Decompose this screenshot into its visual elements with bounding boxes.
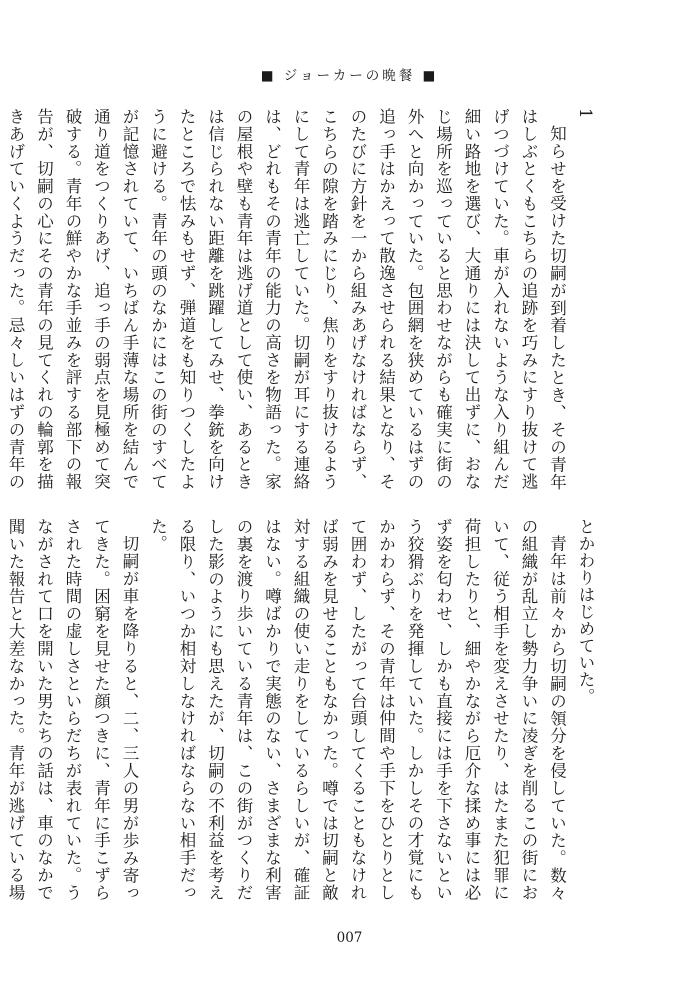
page-number: 007 bbox=[336, 930, 363, 946]
paragraph: 知らせを受けた切嗣が到着したとき、その青年はしぶとくもこちらの追跡を巧みにすり抜けて逃げつづけていた。車が入れないような入り組んだ細い路地を選び、大通りには決して出ずに、おなじ場所を巡っていると思わせながらも確実に街の外へと向かっていた。包囲網を狭めているはずの追っ手はかえって散逸させられる結果となり、そのたびに方針を一から組みあげなければならず、こちらの隙を踏みにじり、焦りをすり抜けるようにして青年は逃亡していた。切嗣が耳にする連絡は、どれもその青年の能力の高さを物語った。家の屋根や壁も青年は逃げ道として使い、あるときは信じられない距離を跳躍してみせ、拳銃を向けたところで怯みもせず、弾道をも知りつくしたように避ける。青年の頭のなかにはこの街のすべてが記憶されていて、いちばん手薄な場所を結んで通り道をつくりあげ、追っ手の弱点を見極めて突破する。青年の鮮やかな手並みを評する部下の報告が、切嗣の心にその青年の見てくれの輪郭を描きあげていくようだった。忌々しいはずの青年の bbox=[6, 108, 567, 490]
upper-text-block bbox=[0, 108, 599, 490]
paragraph: 切嗣が車を降りると、二、三人の男が歩み寄ってきた。困窮を見せた顔つきに、青年に手こずらされた時間の虚しさといらだちが表れていた。うながされて口を開いた男たちの話は、車のなかで聞いた報告と大差なかった。青年が逃げている場 bbox=[6, 518, 139, 901]
running-header: ■ ジョーカーの晩餐 ■ bbox=[260, 68, 439, 84]
paragraph-continuation: とかわりはじめていた。 bbox=[576, 518, 595, 705]
paragraph: 青年は前々から切嗣の領分を侵していた。数々の組織が乱立し勢力争いに凌ぎを削るこの街において、従う相手を変えさせたり、はたまた犯罪に荷担したりと、細やかながら厄介な揉め事には必ず姿を匂わせ、しかも直接には手を下さないという狡猾ぶりを発揮していた。しかしその才覚にもかかわらず、その青年は仲間や手下をひとりとして囲わず、したがって台頭してくることもなければ弱みを見せることもなかった。噂では切嗣と敵対する組織の使い走りをしているらしいが、確証はない。噂ばかりで実態のない、さまざまな利害の裏を渡り歩いている青年は、この街がつくりだした影のようにも思えたが、切嗣の不利益を考える限り、いつか相対しなければならない相手だった。 bbox=[148, 518, 567, 901]
lower-text-block bbox=[0, 518, 599, 901]
chapter-number: 1 bbox=[576, 108, 595, 119]
